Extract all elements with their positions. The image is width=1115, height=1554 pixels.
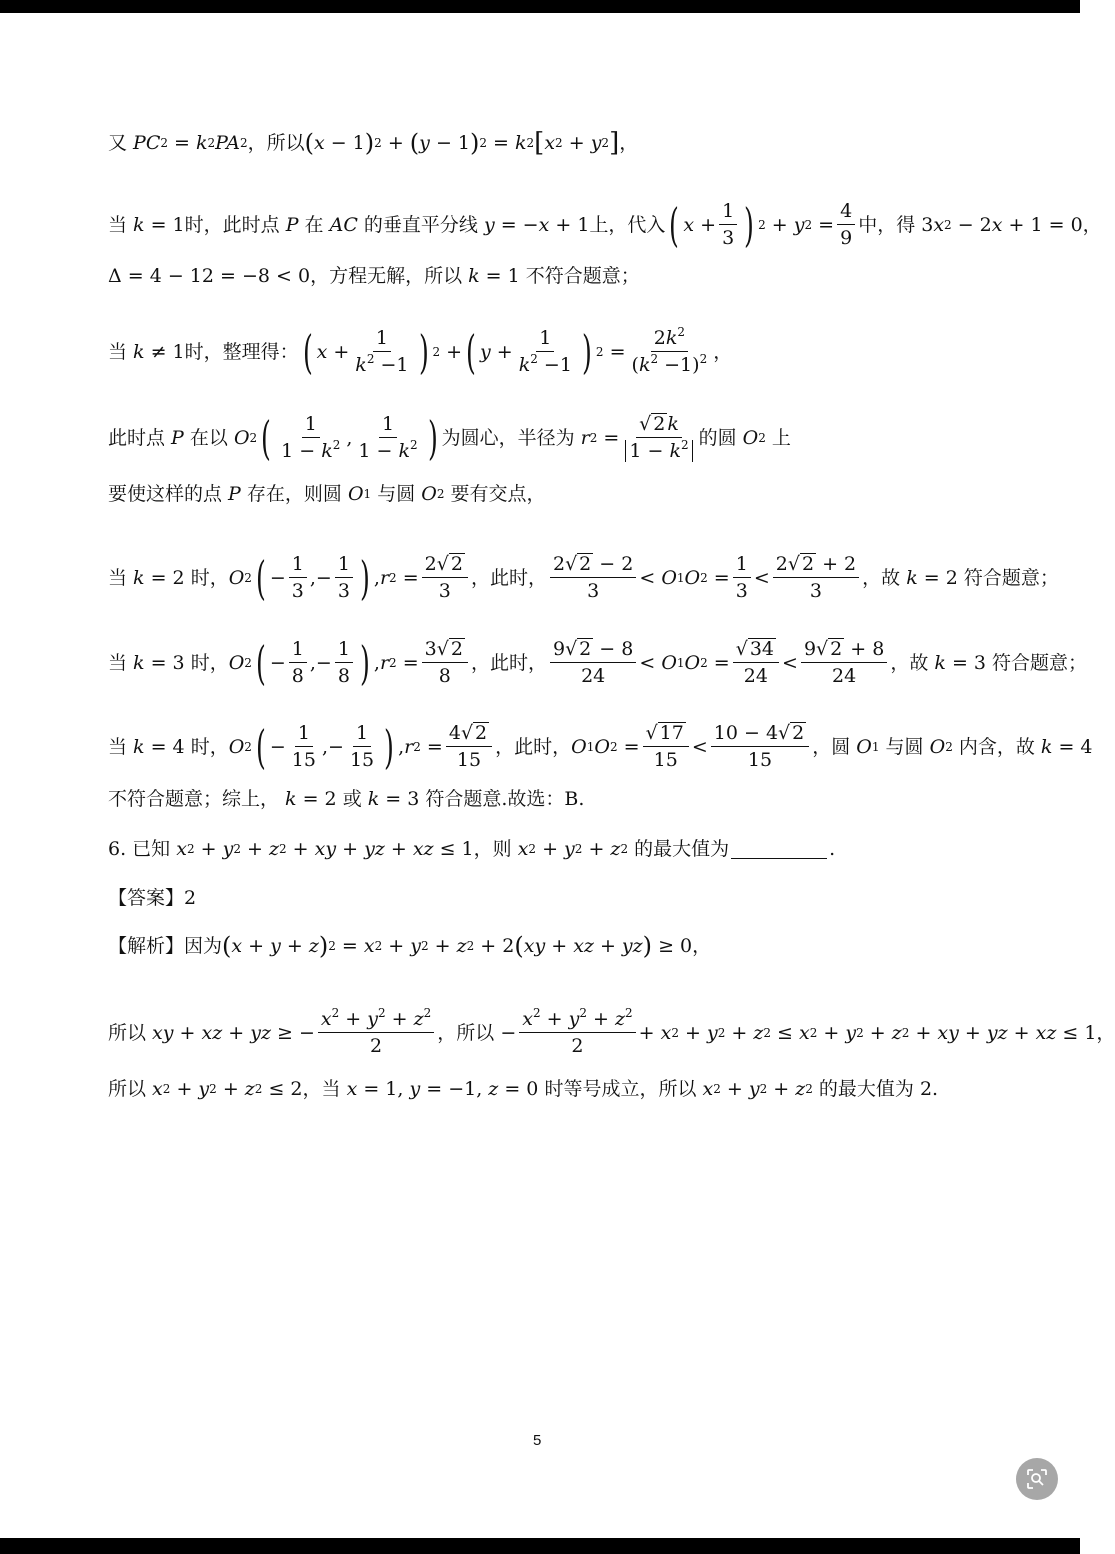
bottom-bar xyxy=(0,1538,1080,1554)
line-12: 【答案】2 xyxy=(108,887,197,909)
line-3: Δ = 4 − 12 = −8 < 0，方程无解，所以 k = 1 不符合题意； xyxy=(108,265,640,287)
line-14: 所以 xy + xz + yz ≥ − $\frac{x^2 + y^2 + z^2}{2}$ ，所以 − $\frac{x^2 + y^2 + z^2}{2}$ + x 2 + y 2 + z 2 ≤ x 2 + y 2 + z 2 + xy + yz + xz ≤ 1， xyxy=(108,1006,1115,1057)
line-4: 当 k ≠ 1时，整理得： ( x + $\frac{1}{k^2 -1}$ ) 2 + ( y + $\frac{1}{k^2 -1}$ ) 2 = $\frac{2k^2}{(k^2 -1)^2}$ ， xyxy=(108,324,733,379)
line-8: 当 k = 3 时， O 2 ( − $\frac{1}{8}$ ,− $\frac{1}{8}$ ) , r 2 = 3√ 2 8 ，此时， 9√ 2 − 8 24 < O 1 O 2 = √ 34 24 < 9√ 2 + 8 24 ，故 k = 3 符合题意； xyxy=(108,635,1088,690)
line-7: 当 k = 2 时， O 2 ( − $\frac{1}{3}$ ,− $\frac{1}{3}$ ) , r 2 = 2√ 2 3 ，此时， 2√ 2 − 2 3 < O 1 O 2 = $\frac{1}{3}$ < 2√ 2 + 2 3 ，故 k = 2 符合题意； xyxy=(108,550,1059,605)
line-13: 【解析】因为 ( x + y + z ) 2 = x 2 + y 2 + z 2 + 2 ( xy + xz + yz ) ≥ 0， xyxy=(108,932,712,960)
image-search-button[interactable] xyxy=(1016,1458,1058,1500)
page-number: 5 xyxy=(533,1432,542,1449)
line-1: 又 PC 2 = k 2 PA 2 ，所以 ( x − 1 ) 2 + ( y − 1 ) 2 = k 2 [ x 2 + y 2 ] ， xyxy=(108,128,639,158)
answer-blank xyxy=(731,840,827,859)
top-bar xyxy=(0,0,1080,13)
line-5: 此时点 P 在以 O 2 ( $\frac{1}{1 - k^2}$ , $\frac{1}{1 - k^2}$ ) 为圆心，半径为 r 2 = √ 2 k $1 - k^2$ 的圆 O 2 上 xyxy=(108,410,791,465)
line-11: 6. 已知 x 2 + y 2 + z 2 + xy + yz + xz ≤ 1，则 x 2 + y 2 + z 2 的最大值为 . xyxy=(108,838,836,860)
line-6: 要使这样的点 P 存在，则圆 O 1 与圆 O 2 要有交点， xyxy=(108,483,546,505)
line-15: 所以 x 2 + y 2 + z 2 ≤ 2，当 x = 1, y = −1, z = 0 时等号成立，所以 x 2 + y 2 + z 2 的最大值为 2. xyxy=(108,1078,939,1100)
line-10: 不符合题意；综上， k = 2 或 k = 3 符合题意.故选：B. xyxy=(108,788,585,810)
line-9: 当 k = 4 时， O 2 ( − $\frac{1}{15}$ ,− $\frac{1}{15}$ ) , r 2 = 4√ 2 15 ，此时， O 1 O 2 = √ 17 15 < 10 − 4√ 2 15 ，圆 O 1 与圆 O 2 内含，故 k = 4 xyxy=(108,719,1093,774)
line-2: 当 k = 1时，此时点 P 在 AC 的垂直平分线 y = − x + 1上，代入 ( x + $\frac{1}{3}$ ) 2 + y 2 = $\frac{4}{9}$ 中，得 3 x 2 − 2 x + 1 = 0， xyxy=(108,197,1102,252)
image-search-icon xyxy=(1026,1468,1048,1490)
